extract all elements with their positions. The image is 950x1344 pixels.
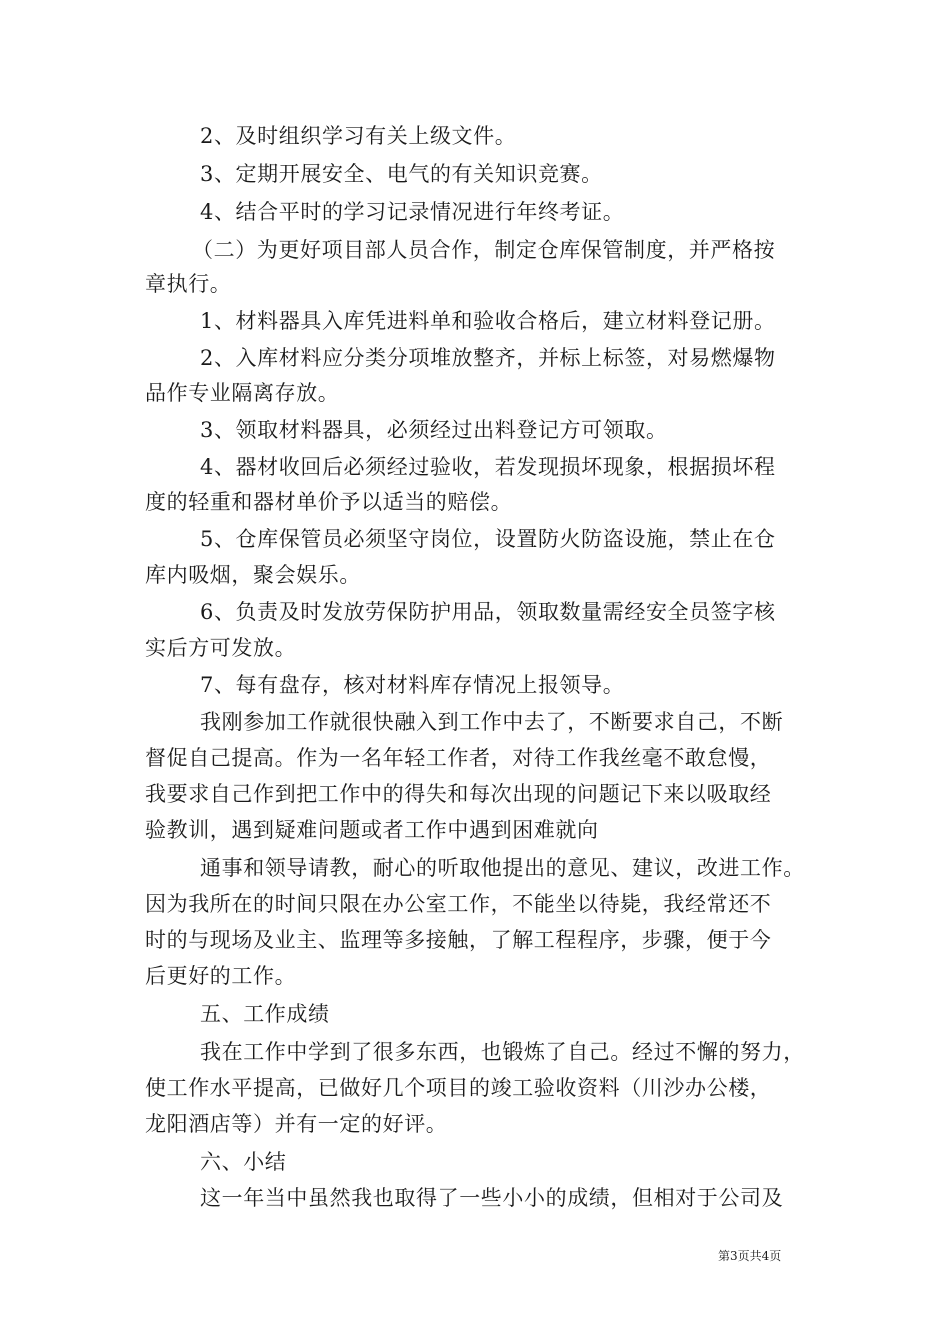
text-line: 实后方可发放。: [145, 636, 297, 660]
page-number: 第3页共4页: [718, 1249, 782, 1263]
text-line: 4、结合平时的学习记录情况进行年终考证。: [200, 200, 625, 224]
text-line: 7、每有盘存，核对材料库存情况上报领导。: [200, 673, 625, 697]
text-line: （二）为更好项目部人员合作，制定仓库保管制度，并严格按: [192, 238, 776, 262]
text-line: 2、及时组织学习有关上级文件。: [200, 124, 517, 148]
text-line: 后更好的工作。: [145, 964, 297, 988]
text-line: 4、器材收回后必须经过验收，若发现损坏现象，根据损坏程: [200, 455, 776, 479]
text-line: 2、入库材料应分类分项堆放整齐，并标上标签，对易燃爆物: [200, 346, 776, 370]
text-line: 6、负责及时发放劳保防护用品，领取数量需经安全员签字核: [200, 600, 776, 624]
text-line: 度的轻重和器材单价予以适当的赔偿。: [145, 490, 513, 514]
text-line: 这一年当中虽然我也取得了一些小小的成绩，但相对于公司及: [200, 1186, 784, 1210]
text-line: 品作专业隔离存放。: [145, 381, 340, 405]
text-line: 通事和领导请教，耐心的听取他提出的意见、建议，改进工作。: [200, 856, 805, 880]
text-line: 时的与现场及业主、监理等多接触，了解工程程序，步骤，便于今: [145, 928, 772, 952]
text-line: 我要求自己作到把工作中的得失和每次出现的问题记下来以吸取经: [145, 782, 772, 806]
text-line: 章执行。: [145, 272, 232, 296]
section-heading: 六、小结: [200, 1150, 287, 1174]
text-line: 因为我所在的时间只限在办公室工作，不能坐以待毙，我经常还不: [145, 892, 772, 916]
text-line: 库内吸烟，聚会娱乐。: [145, 563, 361, 587]
text-line: 使工作水平提高，已做好几个项目的竣工验收资料（川沙办公楼，: [145, 1076, 772, 1100]
text-line: 我刚参加工作就很快融入到工作中去了，不断要求自己，不断: [200, 710, 784, 734]
text-line: 我在工作中学到了很多东西，也锻炼了自己。经过不懈的努力，: [200, 1040, 805, 1064]
section-heading: 五、工作成绩: [200, 1002, 330, 1026]
text-line: 1、材料器具入库凭进料单和验收合格后，建立材料登记册。: [200, 309, 776, 333]
text-line: 验教训，遇到疑难问题或者工作中遇到困难就向: [145, 818, 599, 842]
text-line: 3、定期开展安全、电气的有关知识竞赛。: [200, 162, 603, 186]
text-line: 5、仓库保管员必须坚守岗位，设置防火防盗设施，禁止在仓: [200, 527, 776, 551]
text-line: 3、领取材料器具，必须经过出料登记方可领取。: [200, 418, 668, 442]
text-line: 龙阳酒店等）并有一定的好评。: [145, 1112, 448, 1136]
text-line: 督促自己提高。作为一名年轻工作者，对待工作我丝毫不敢怠慢，: [145, 746, 772, 770]
